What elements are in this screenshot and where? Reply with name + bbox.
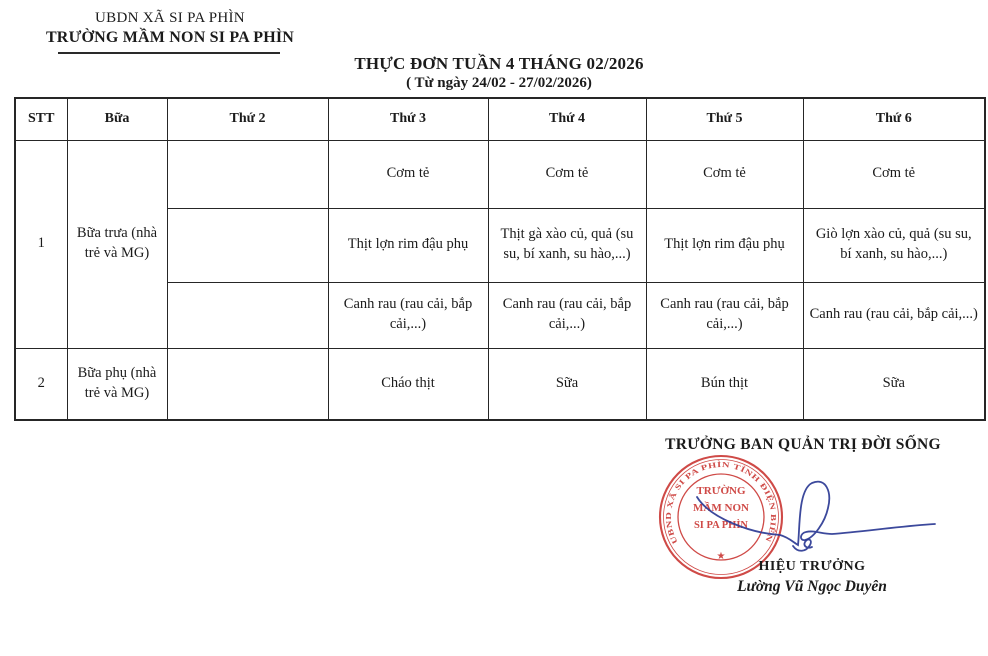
cell-snack-thu: Bún thịt bbox=[646, 348, 803, 420]
stamp-center-line3: SI PA PHÌN bbox=[693, 520, 749, 531]
col-header-stt: STT bbox=[15, 98, 67, 140]
cell-lunch-c3-thu: Canh rau (rau cải, bắp cải,...) bbox=[646, 282, 803, 348]
col-header-tuesday: Thứ 3 bbox=[328, 98, 488, 140]
cell-snack-tue: Cháo thịt bbox=[328, 348, 488, 420]
cell-meal-snack: Bữa phụ (nhà trẻ và MG) bbox=[67, 348, 167, 420]
cell-stt-2: 2 bbox=[15, 348, 67, 420]
cell-meal-lunch: Bữa trưa (nhà trẻ và MG) bbox=[67, 140, 167, 348]
cell-lunch-c1-mon bbox=[167, 140, 328, 208]
cell-lunch-c3-wed: Canh rau (rau cải, bắp cải,...) bbox=[488, 282, 646, 348]
document-title: THỰC ĐƠN TUẦN 4 THÁNG 02/2026 bbox=[354, 54, 644, 73]
cell-lunch-c2-mon bbox=[167, 208, 328, 282]
stamp-ring-text: UBND XÃ SI PA PHÌN TỈNH ĐIỆN BIÊN bbox=[663, 459, 779, 546]
signer-name: Lường Vũ Ngọc Duyên bbox=[737, 578, 887, 595]
cell-lunch-c2-tue: Thịt lợn rim đậu phụ bbox=[328, 208, 488, 282]
org-name-school: TRƯỜNG MẦM NON SI PA PHÌN bbox=[45, 29, 295, 46]
col-header-monday: Thứ 2 bbox=[167, 98, 328, 140]
col-header-meal: Bữa bbox=[67, 98, 167, 140]
table-row bbox=[15, 348, 985, 420]
stamp-center-line1: TRƯỜNG bbox=[696, 485, 746, 497]
cell-lunch-c1-tue: Cơm tẻ bbox=[328, 140, 488, 208]
cell-lunch-c1-thu: Cơm tẻ bbox=[646, 140, 803, 208]
cell-snack-fri: Sữa bbox=[803, 348, 985, 420]
col-header-thursday: Thứ 5 bbox=[646, 98, 803, 140]
cell-snack-wed: Sữa bbox=[488, 348, 646, 420]
table-header-row bbox=[15, 98, 985, 140]
signer-block bbox=[652, 559, 972, 596]
cell-lunch-c3-mon bbox=[167, 282, 328, 348]
cell-snack-mon bbox=[167, 348, 328, 420]
cell-lunch-c1-wed: Cơm tẻ bbox=[488, 140, 646, 208]
stamp-center-line2: MẦM NON bbox=[693, 502, 749, 514]
menu-table bbox=[14, 97, 986, 421]
title-block bbox=[14, 54, 984, 92]
org-name-parent: UBDN XÃ SI PA PHÌN bbox=[95, 10, 245, 26]
col-header-friday: Thứ 6 bbox=[803, 98, 985, 140]
stamp-star-icon: ★ bbox=[716, 551, 726, 562]
cell-lunch-c2-fri: Giò lợn xào củ, quả (su su, bí xanh, su hào,...) bbox=[803, 208, 985, 282]
col-header-wednesday: Thứ 4 bbox=[488, 98, 646, 140]
signer-role: HIỆU TRƯỞNG bbox=[758, 559, 866, 574]
cell-lunch-c3-tue: Canh rau (rau cải, bắp cải,...) bbox=[328, 282, 488, 348]
cell-stt-1: 1 bbox=[15, 140, 67, 348]
cell-lunch-c1-fri: Cơm tẻ bbox=[803, 140, 985, 208]
table-row bbox=[15, 140, 985, 208]
org-header bbox=[20, 10, 320, 47]
board-title: TRƯỞNG BAN QUẢN TRỊ ĐỜI SỐNG bbox=[665, 436, 941, 453]
cell-lunch-c3-fri: Canh rau (rau cải, bắp cải,...) bbox=[803, 282, 985, 348]
cell-lunch-c2-wed: Thịt gà xào củ, quả (su su, bí xanh, su hào,...) bbox=[488, 208, 646, 282]
cell-lunch-c2-thu: Thịt lợn rim đậu phụ bbox=[646, 208, 803, 282]
document-date-range: ( Từ ngày 24/02 - 27/02/2026) bbox=[406, 75, 592, 91]
